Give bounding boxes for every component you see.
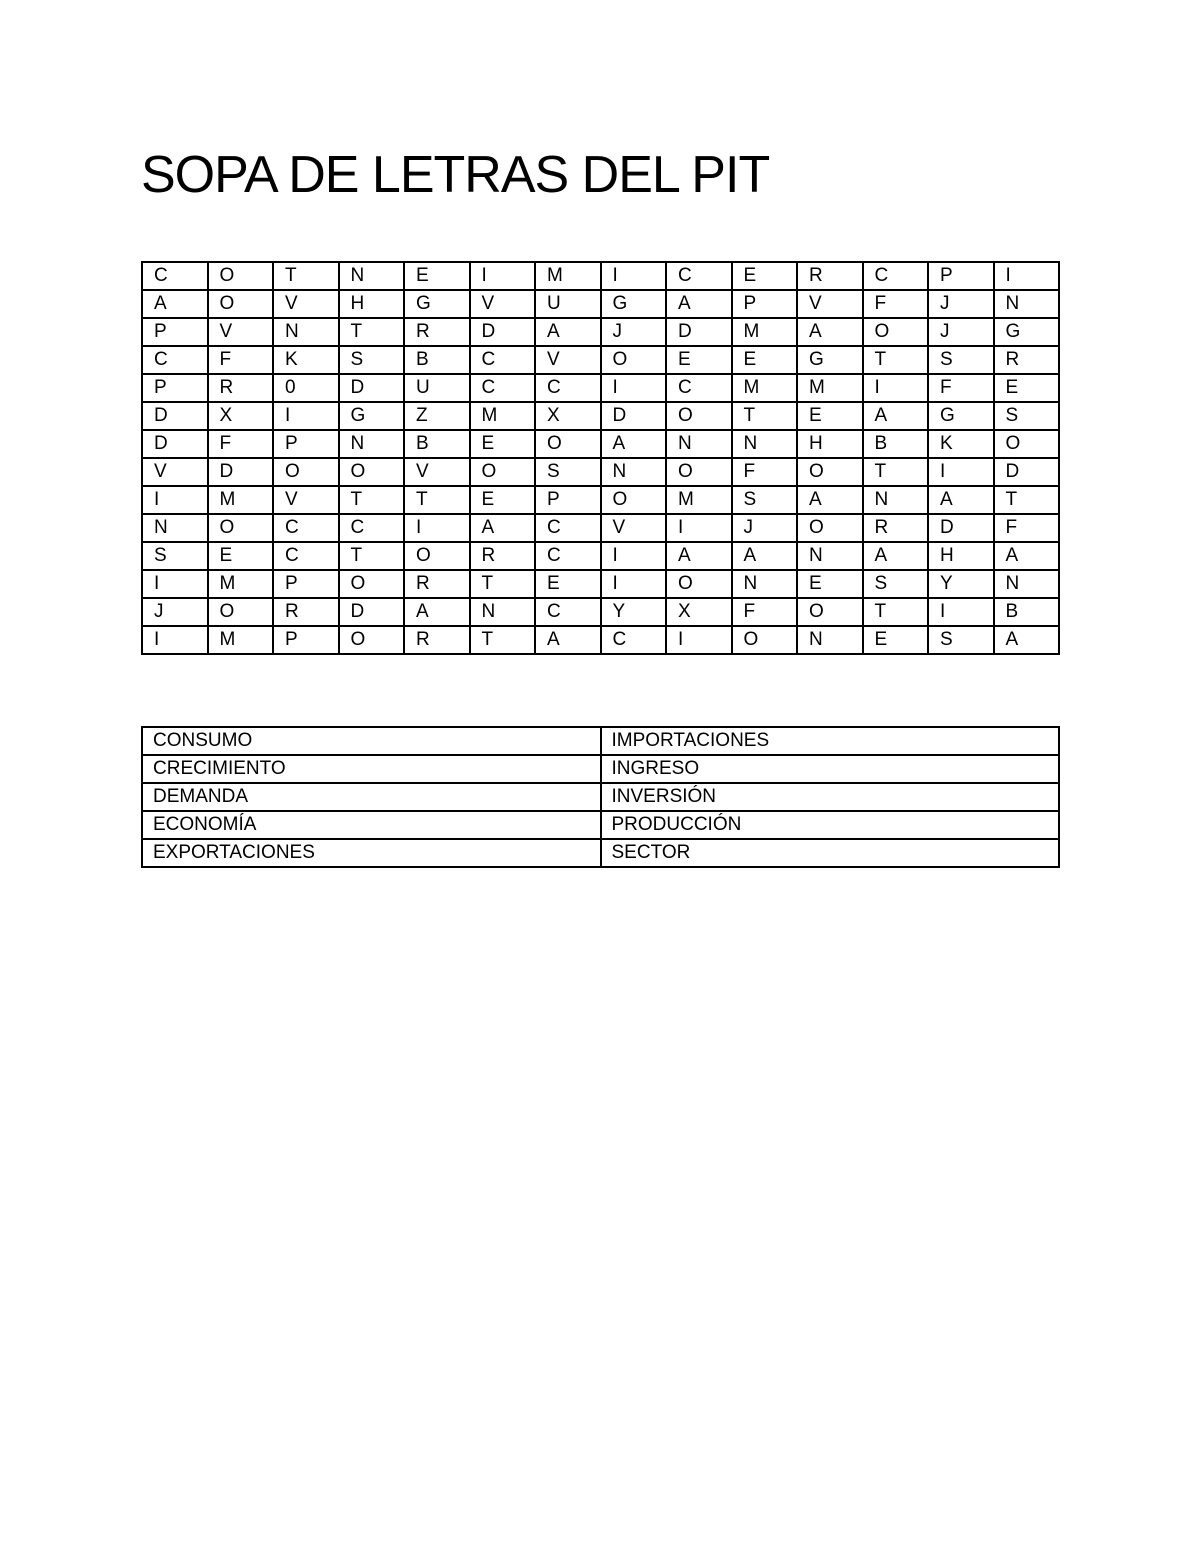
grid-cell: E [994, 374, 1060, 402]
grid-cell: E [732, 346, 798, 374]
grid-cell: I [994, 262, 1060, 290]
word-list-item: ECONOMÍA [142, 811, 601, 839]
grid-cell: M [535, 262, 601, 290]
word-list-row [142, 783, 1059, 811]
grid-row [142, 402, 1059, 430]
grid-cell: M [732, 374, 798, 402]
grid-cell: N [273, 318, 339, 346]
grid-cell: I [142, 570, 208, 598]
grid-cell: N [470, 598, 536, 626]
grid-cell: G [601, 290, 667, 318]
grid-cell: I [601, 374, 667, 402]
grid-cell: D [994, 458, 1060, 486]
grid-cell: I [863, 374, 929, 402]
grid-cell: D [142, 402, 208, 430]
page-title: SOPA DE LETRAS DEL PIT [141, 146, 770, 204]
grid-cell: U [535, 290, 601, 318]
grid-cell: T [863, 598, 929, 626]
grid-cell: K [928, 430, 994, 458]
grid-cell: V [142, 458, 208, 486]
grid-cell: F [732, 598, 798, 626]
grid-cell: P [273, 626, 339, 654]
grid-row [142, 318, 1059, 346]
grid-cell: M [208, 486, 274, 514]
word-list-item: SECTOR [601, 839, 1060, 867]
grid-cell: A [470, 514, 536, 542]
grid-cell: A [797, 486, 863, 514]
grid-row [142, 290, 1059, 318]
grid-cell: D [601, 402, 667, 430]
grid-cell: A [535, 626, 601, 654]
grid-cell: T [863, 458, 929, 486]
grid-cell: M [732, 318, 798, 346]
grid-cell: O [666, 458, 732, 486]
grid-cell: O [535, 430, 601, 458]
grid-row [142, 542, 1059, 570]
grid-cell: O [666, 570, 732, 598]
grid-cell: A [863, 402, 929, 430]
grid-cell: Y [928, 570, 994, 598]
grid-cell: K [273, 346, 339, 374]
grid-cell: R [797, 262, 863, 290]
grid-cell: O [208, 598, 274, 626]
grid-cell: P [535, 486, 601, 514]
grid-cell: G [928, 402, 994, 430]
grid-cell: H [339, 290, 405, 318]
grid-cell: E [666, 346, 732, 374]
grid-cell: A [863, 542, 929, 570]
grid-cell: D [208, 458, 274, 486]
grid-cell: G [339, 402, 405, 430]
grid-cell: B [404, 430, 470, 458]
grid-cell: P [142, 374, 208, 402]
grid-cell: 0 [273, 374, 339, 402]
grid-cell: C [535, 374, 601, 402]
grid-cell: O [797, 514, 863, 542]
grid-cell: A [535, 318, 601, 346]
grid-cell: S [535, 458, 601, 486]
grid-cell: M [208, 570, 274, 598]
grid-cell: X [535, 402, 601, 430]
grid-cell: O [208, 290, 274, 318]
grid-cell: A [142, 290, 208, 318]
grid-cell: P [273, 570, 339, 598]
grid-cell: N [732, 430, 798, 458]
grid-cell: J [928, 318, 994, 346]
grid-cell: G [404, 290, 470, 318]
grid-cell: S [928, 346, 994, 374]
grid-cell: H [928, 542, 994, 570]
grid-cell: M [470, 402, 536, 430]
grid-cell: I [601, 542, 667, 570]
grid-cell: T [339, 318, 405, 346]
grid-cell: N [797, 626, 863, 654]
grid-cell: C [601, 626, 667, 654]
grid-cell: P [142, 318, 208, 346]
word-list-item: IMPORTACIONES [601, 727, 1060, 755]
grid-cell: F [208, 346, 274, 374]
grid-cell: I [601, 570, 667, 598]
grid-cell: M [666, 486, 732, 514]
grid-cell: C [470, 374, 536, 402]
grid-cell: U [404, 374, 470, 402]
grid-cell: D [928, 514, 994, 542]
grid-cell: C [535, 542, 601, 570]
grid-cell: V [601, 514, 667, 542]
grid-cell: O [797, 458, 863, 486]
grid-cell: A [797, 318, 863, 346]
grid-cell: O [601, 486, 667, 514]
grid-cell: A [928, 486, 994, 514]
grid-cell: G [797, 346, 863, 374]
word-list-row [142, 727, 1059, 755]
grid-cell: A [994, 626, 1060, 654]
grid-cell: P [273, 430, 339, 458]
grid-cell: C [863, 262, 929, 290]
grid-cell: E [208, 542, 274, 570]
grid-cell: B [994, 598, 1060, 626]
grid-row [142, 514, 1059, 542]
letter-grid [141, 261, 1060, 655]
grid-cell: T [732, 402, 798, 430]
grid-cell: C [535, 598, 601, 626]
grid-cell: S [994, 402, 1060, 430]
grid-cell: S [863, 570, 929, 598]
grid-cell: N [732, 570, 798, 598]
word-list [141, 726, 1060, 868]
grid-cell: A [666, 290, 732, 318]
grid-cell: M [797, 374, 863, 402]
grid-cell: A [666, 542, 732, 570]
grid-cell: T [470, 626, 536, 654]
grid-cell: N [863, 486, 929, 514]
word-list-item: EXPORTACIONES [142, 839, 601, 867]
grid-cell: Z [404, 402, 470, 430]
grid-cell: R [404, 570, 470, 598]
grid-cell: N [994, 290, 1060, 318]
word-list-row [142, 755, 1059, 783]
grid-cell: T [470, 570, 536, 598]
grid-cell: F [208, 430, 274, 458]
grid-row [142, 486, 1059, 514]
grid-row [142, 262, 1059, 290]
grid-cell: E [863, 626, 929, 654]
grid-cell: C [666, 262, 732, 290]
grid-cell: O [404, 542, 470, 570]
grid-row [142, 458, 1059, 486]
grid-cell: E [732, 262, 798, 290]
word-list-row [142, 811, 1059, 839]
grid-cell: F [928, 374, 994, 402]
grid-cell: E [797, 402, 863, 430]
grid-cell: N [994, 570, 1060, 598]
grid-cell: D [666, 318, 732, 346]
grid-cell: R [208, 374, 274, 402]
grid-cell: O [339, 458, 405, 486]
grid-cell: X [208, 402, 274, 430]
grid-cell: J [142, 598, 208, 626]
grid-cell: C [142, 262, 208, 290]
grid-cell: T [339, 486, 405, 514]
grid-cell: N [339, 262, 405, 290]
grid-cell: R [994, 346, 1060, 374]
grid-cell: V [535, 346, 601, 374]
word-list-item: CONSUMO [142, 727, 601, 755]
grid-cell: O [732, 626, 798, 654]
grid-cell: I [601, 262, 667, 290]
grid-cell: V [797, 290, 863, 318]
grid-cell: O [994, 430, 1060, 458]
grid-cell: R [404, 318, 470, 346]
grid-row [142, 570, 1059, 598]
grid-cell: D [470, 318, 536, 346]
grid-cell: I [142, 486, 208, 514]
grid-cell: S [142, 542, 208, 570]
grid-cell: J [732, 514, 798, 542]
grid-cell: O [666, 402, 732, 430]
grid-cell: N [142, 514, 208, 542]
grid-cell: P [732, 290, 798, 318]
word-list-item: CRECIMIENTO [142, 755, 601, 783]
grid-cell: O [470, 458, 536, 486]
grid-cell: C [142, 346, 208, 374]
word-list-item: INGRESO [601, 755, 1060, 783]
grid-cell: I [470, 262, 536, 290]
grid-cell: X [666, 598, 732, 626]
letter-grid-body [142, 262, 1059, 654]
grid-cell: J [601, 318, 667, 346]
grid-cell: T [273, 262, 339, 290]
grid-cell: P [928, 262, 994, 290]
grid-cell: T [404, 486, 470, 514]
grid-cell: D [142, 430, 208, 458]
grid-cell: N [666, 430, 732, 458]
grid-cell: R [863, 514, 929, 542]
grid-cell: O [208, 514, 274, 542]
grid-cell: J [928, 290, 994, 318]
grid-cell: O [797, 598, 863, 626]
grid-cell: I [404, 514, 470, 542]
grid-cell: T [994, 486, 1060, 514]
grid-cell: F [863, 290, 929, 318]
grid-cell: F [732, 458, 798, 486]
grid-cell: C [470, 346, 536, 374]
grid-cell: V [470, 290, 536, 318]
grid-cell: D [339, 598, 405, 626]
grid-cell: I [928, 458, 994, 486]
grid-row [142, 626, 1059, 654]
grid-row [142, 430, 1059, 458]
grid-cell: V [273, 486, 339, 514]
grid-cell: S [732, 486, 798, 514]
grid-cell: N [797, 542, 863, 570]
grid-cell: O [273, 458, 339, 486]
grid-cell: M [208, 626, 274, 654]
grid-cell: V [208, 318, 274, 346]
grid-cell: E [470, 486, 536, 514]
grid-cell: C [339, 514, 405, 542]
word-list-item: INVERSIÓN [601, 783, 1060, 811]
grid-cell: D [339, 374, 405, 402]
grid-cell: O [863, 318, 929, 346]
grid-row [142, 598, 1059, 626]
grid-cell: C [273, 514, 339, 542]
grid-cell: E [797, 570, 863, 598]
grid-row [142, 374, 1059, 402]
grid-cell: C [273, 542, 339, 570]
grid-cell: I [273, 402, 339, 430]
grid-cell: N [339, 430, 405, 458]
grid-cell: A [404, 598, 470, 626]
grid-cell: O [339, 626, 405, 654]
grid-cell: A [994, 542, 1060, 570]
grid-cell: O [601, 346, 667, 374]
word-list-row [142, 839, 1059, 867]
grid-cell: E [404, 262, 470, 290]
grid-cell: C [535, 514, 601, 542]
grid-cell: A [732, 542, 798, 570]
grid-cell: E [470, 430, 536, 458]
grid-cell: S [339, 346, 405, 374]
grid-cell: E [535, 570, 601, 598]
grid-cell: O [339, 570, 405, 598]
grid-cell: I [666, 626, 732, 654]
grid-cell: O [208, 262, 274, 290]
grid-cell: B [863, 430, 929, 458]
grid-cell: S [928, 626, 994, 654]
word-list-item: DEMANDA [142, 783, 601, 811]
grid-cell: G [994, 318, 1060, 346]
grid-cell: Y [601, 598, 667, 626]
word-list-body [142, 727, 1059, 867]
grid-cell: R [404, 626, 470, 654]
grid-cell: T [339, 542, 405, 570]
grid-cell: V [273, 290, 339, 318]
grid-row [142, 346, 1059, 374]
grid-cell: N [601, 458, 667, 486]
word-list-item: PRODUCCIÓN [601, 811, 1060, 839]
grid-cell: V [404, 458, 470, 486]
grid-cell: I [928, 598, 994, 626]
grid-cell: R [273, 598, 339, 626]
grid-cell: H [797, 430, 863, 458]
grid-cell: F [994, 514, 1060, 542]
grid-cell: I [666, 514, 732, 542]
grid-cell: I [142, 626, 208, 654]
grid-cell: A [601, 430, 667, 458]
grid-cell: C [666, 374, 732, 402]
grid-cell: T [863, 346, 929, 374]
grid-cell: B [404, 346, 470, 374]
grid-cell: R [470, 542, 536, 570]
